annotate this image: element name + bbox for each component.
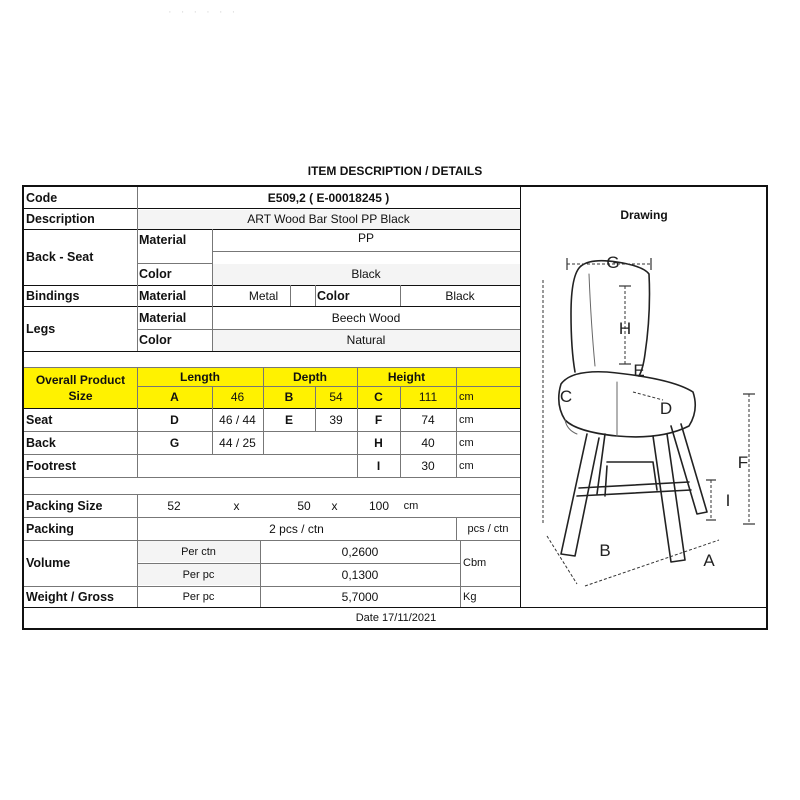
packing-unit: pcs / ctn: [467, 522, 509, 535]
stool-leg-front-right: [653, 434, 685, 562]
dim-f-letter: F: [374, 412, 383, 427]
packing-size-unit: cm: [403, 499, 419, 512]
description-label: Description: [26, 211, 95, 226]
sheet-title: ITEM DESCRIPTION / DETAILS: [307, 164, 483, 178]
rule: [24, 477, 520, 478]
overall-unit: cm: [459, 391, 474, 403]
seat-unit: cm: [459, 413, 474, 426]
packing-label: Packing: [26, 521, 74, 536]
dim-a-letter: A: [170, 390, 179, 404]
date-footer: Date 17/11/2021: [355, 612, 437, 624]
dim-b-value: 54: [329, 390, 343, 404]
stool-seat: [559, 372, 696, 437]
back-seat-color-label: Color: [139, 267, 172, 281]
depth-header: Depth: [293, 369, 327, 384]
packing-x2: x: [331, 498, 338, 513]
dim-d-value: 46 / 44: [219, 412, 256, 427]
spec-sheet: [22, 185, 768, 630]
drawing-label: Drawing: [620, 208, 668, 222]
back-seat-color: Black: [351, 267, 381, 281]
seat-label: Seat: [26, 412, 53, 427]
description-value: ART Wood Bar Stool PP Black: [247, 211, 410, 226]
packing-length: 52: [167, 498, 181, 513]
bindings-material-label: Material: [139, 288, 187, 303]
dim-c-letter: C: [374, 390, 383, 404]
dim-d-letter: D: [170, 412, 179, 427]
length-header: Length: [180, 369, 220, 384]
bindings-label: Bindings: [26, 288, 80, 303]
drawing-letter-h: H: [618, 319, 632, 338]
volume-per-ctn-label: Per ctn: [181, 545, 216, 558]
dim-i-letter: I: [376, 458, 381, 473]
back-seat-material-label: Material: [139, 233, 187, 247]
packing-width: 50: [297, 498, 311, 513]
drawing-letter-f: F: [737, 453, 749, 472]
drawing-letter-e: E: [633, 361, 645, 380]
back-unit: cm: [459, 436, 474, 449]
packing-x1: x: [233, 498, 240, 513]
bindings-color-label: Color: [317, 288, 350, 303]
drawing-letter-g: G: [606, 253, 620, 272]
weight-unit: Kg: [463, 590, 477, 603]
dim-h-value: 40: [421, 435, 435, 450]
dim-h-letter: H: [374, 435, 383, 450]
footrest-label: Footrest: [26, 458, 76, 473]
packing-height: 100: [368, 498, 390, 513]
faint-header: · · · · · ·: [168, 6, 239, 18]
bindings-material: Metal: [248, 288, 279, 303]
volume-label: Volume: [26, 556, 71, 570]
legs-material: Beech Wood: [331, 310, 401, 325]
overall-size-label: Overall Product Size: [35, 372, 126, 403]
code-value: E509,2 ( E-00018245 ): [267, 190, 390, 205]
code-label: Code: [26, 190, 58, 205]
legs-material-label: Material: [139, 310, 187, 325]
height-header: Height: [387, 369, 426, 384]
weight-value: 5,7000: [341, 589, 379, 604]
bar-stool-drawing: [521, 244, 767, 606]
volume-per-pc: 0,1300: [341, 567, 379, 582]
dim-f-value: 74: [421, 412, 435, 427]
rule: [212, 251, 520, 252]
dim-i-value: 30: [421, 458, 435, 473]
volume-per-ctn: 0,2600: [341, 544, 379, 559]
bindings-color: Black: [445, 288, 475, 303]
dim-e-value: 39: [329, 412, 343, 427]
volume-unit: Cbm: [463, 557, 487, 569]
packing-size-label: Packing Size: [26, 498, 103, 513]
dim-c-value: 111: [418, 390, 438, 404]
dim-g-letter: G: [169, 435, 180, 450]
dim-g-value: 44 / 25: [219, 435, 256, 450]
drawing-letter-i: I: [725, 491, 731, 510]
drawing-letter-c: C: [559, 387, 573, 406]
dim-a-value: 46: [230, 390, 245, 404]
legs-color: Natural: [346, 333, 386, 347]
volume-per-pc-label: Per pc: [182, 568, 215, 581]
rule: [24, 351, 520, 352]
drawing-letter-b: B: [599, 541, 611, 560]
packing-value: 2 pcs / ctn: [269, 521, 324, 536]
drawing-letter-a: A: [703, 551, 715, 570]
legs-label: Legs: [26, 321, 56, 336]
dim-b-letter: B: [284, 390, 294, 404]
back-seat-material: PP: [357, 231, 374, 245]
legs-color-label: Color: [139, 333, 172, 347]
dim-e-letter: E: [284, 412, 293, 427]
footrest-unit: cm: [459, 459, 474, 472]
back-seat-label: Back - Seat: [26, 250, 94, 264]
weight-label: Weight / Gross: [26, 589, 114, 604]
weight-per-pc-label: Per pc: [182, 590, 215, 603]
back-label: Back: [26, 435, 56, 450]
drawing-letter-d: D: [659, 399, 673, 418]
